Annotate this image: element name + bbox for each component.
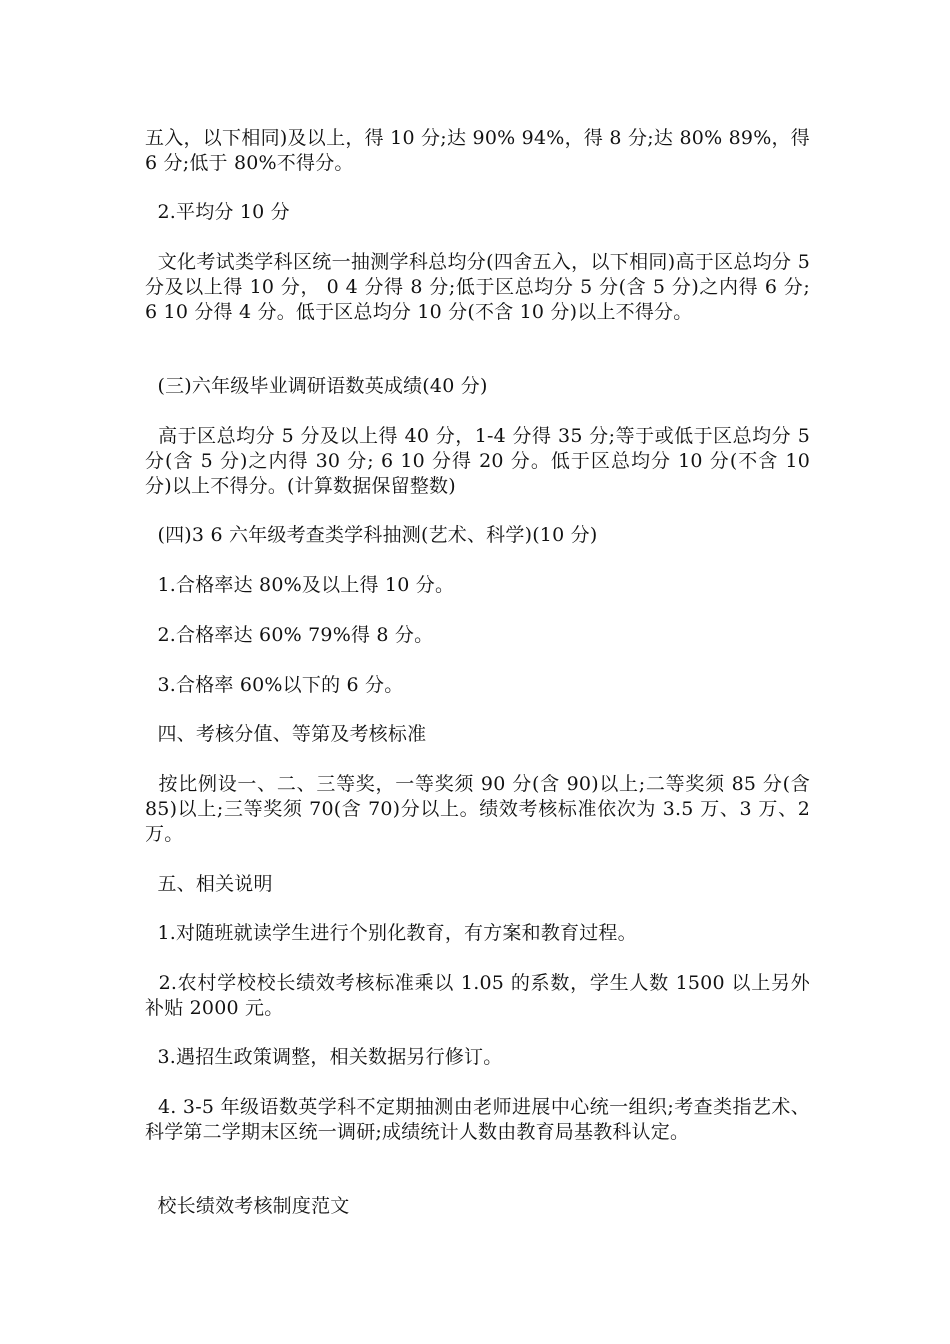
- paragraph-grade6-heading: (三)六年级毕业调研语数英成绩(40 分): [145, 375, 488, 397]
- paragraph-pass-rate-80: 1.合格率达 80%及以上得 10 分。: [145, 574, 455, 596]
- paragraph-score-rate-continued: 五入，以下相同)及以上，得 10 分;达 90% 94%，得 8 分;达 80% 89%，得 6 分;低于 80%不得分。: [145, 127, 817, 174]
- paragraph-average-score-heading: 2.平均分 10 分: [145, 201, 290, 223]
- paragraph-pass-rate-60: 2.合格率达 60% 79%得 8 分。: [145, 624, 434, 646]
- paragraph-note-4: 4. 3-5 年级语数英学科不定期抽测由老师进展中心统一组织;考查类指艺术、科学第二学期末区统一调研;成绩统计人数由教育局基教科认定。: [145, 1096, 810, 1143]
- paragraph-pass-rate-below-60: 3.合格率 60%以下的 6 分。: [145, 674, 404, 696]
- paragraph-note-2: 2.农村学校校长绩效考核标准乘以 1.05 的系数，学生人数 1500 以上另外补贴 2000 元。: [145, 972, 810, 1019]
- paragraph-award-levels: 按比例设一、二、三等奖，一等奖须 90 分(含 90)以上;二等奖须 85 分(含 85)以上;三等奖须 70(含 70)分以上。绩效考核标准依次为 3.5 万、3 万、2 万。: [145, 773, 817, 845]
- paragraph-note-1: 1.对随班就读学生进行个别化教育，有方案和教育过程。: [145, 922, 637, 944]
- paragraph-culture-exam-rules: 文化考试类学科区统一抽测学科总均分(四舍五入，以下相同)高于区总均分 5 分及以上得 10 分， 0 4 分得 8 分;低于区总均分 5 分(含 5 分)之内得 6 分; 6 10 分得 4 分。低于区总均分 10 分(不含 10 分)以上不得分。: [145, 251, 817, 323]
- paragraph-title-next: 校长绩效考核制度范文: [145, 1195, 350, 1217]
- paragraph-inspection-heading: (四)3 6 六年级考查类学科抽测(艺术、科学)(10 分): [145, 524, 598, 546]
- paragraph-grade6-rules: 高于区总均分 5 分及以上得 40 分，1-4 分得 35 分;等于或低于区总均分 5 分(含 5 分)之内得 30 分; 6 10 分得 20 分。低于区总均分 10 分(不含 10 分)以上不得分。(计算数据保留整数): [145, 425, 817, 497]
- section-heading-5: 五、相关说明: [145, 873, 273, 895]
- section-heading-4: 四、考核分值、等第及考核标准: [145, 723, 427, 745]
- paragraph-note-3: 3.遇招生政策调整，相关数据另行修订。: [145, 1046, 503, 1068]
